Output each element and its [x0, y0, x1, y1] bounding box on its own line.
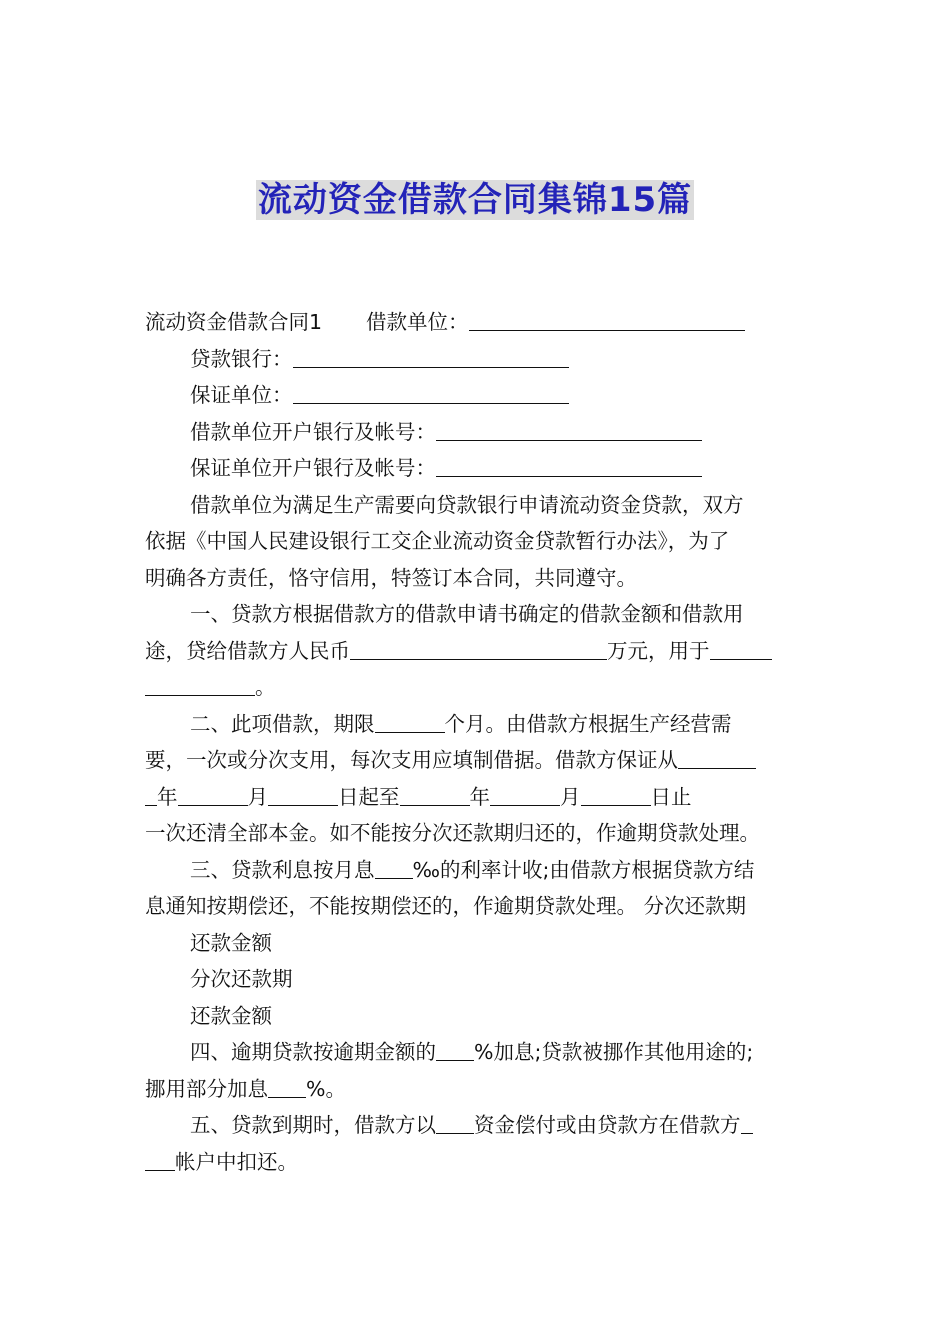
paragraph-line — [145, 560, 813, 597]
document-body — [145, 304, 813, 1180]
lender-bank-line — [145, 341, 813, 378]
borrower-account-label: 借款单位开户银行及帐号： — [190, 419, 436, 444]
account-blank — [145, 1148, 175, 1171]
repayment-period-label: 分次还款期 — [190, 967, 293, 991]
clause-1-line — [145, 596, 813, 633]
clause-text: 要，一次或分次支用，每次支用应填制借据。借款方保证从 — [145, 748, 678, 772]
guarantor-account-line — [145, 450, 813, 487]
clause-text: 日起至 — [338, 784, 400, 809]
clause-text: %加息;贷款被挪作其他用途的; — [474, 1040, 754, 1064]
contract-heading-line — [145, 304, 813, 341]
amount-blank — [350, 637, 607, 660]
date-blank — [268, 783, 338, 806]
purpose-blank-continued — [145, 673, 255, 696]
clause-text: 月 — [560, 784, 581, 809]
term-blank — [375, 710, 445, 733]
clause-2-line — [145, 779, 813, 816]
lender-bank-label: 贷款银行： — [190, 346, 293, 371]
clause-5-line — [145, 1144, 813, 1181]
paragraph-line — [145, 487, 813, 524]
lender-bank-blank — [293, 345, 569, 368]
clause-text: 挪用部分加息 — [145, 1076, 268, 1101]
paragraph-text: 明确各方责任，恪守信用，特签订本合同，共同遵守。 — [145, 565, 637, 590]
clause-text: 一次还清全部本金。如不能按分次还款期归还的，作逾期贷款处理。 — [145, 821, 760, 845]
account-blank — [741, 1111, 753, 1134]
guarantor-account-label: 保证单位开户银行及帐号： — [190, 456, 436, 480]
date-blank — [400, 783, 470, 806]
clause-text: 月 — [247, 784, 268, 809]
rate-blank — [375, 856, 413, 879]
guarantor-account-blank — [436, 454, 702, 477]
repayment-amount-label: 还款金额 — [190, 1003, 272, 1028]
borrower-account-blank — [436, 418, 702, 441]
paragraph-line — [145, 523, 813, 560]
borrower-blank — [469, 308, 745, 331]
clause-text: 一、贷款方根据借款方的借款申请书确定的借款金额和借款用 — [190, 602, 744, 626]
paragraph-text: 依据《中国人民建设银行工交企业流动资金贷款暂行办法》，为了 — [145, 529, 730, 553]
clause-text: ‰的利率计收;由借款方根据贷款方结 — [412, 857, 755, 882]
clause-text: 日止 — [650, 784, 692, 809]
clause-text: 帐户中扣还。 — [175, 1149, 298, 1174]
clause-2-line — [145, 815, 813, 852]
clause-text: 三、贷款利息按月息 — [190, 857, 375, 882]
date-blank — [178, 783, 248, 806]
guarantor-line — [145, 377, 813, 414]
date-blank — [581, 783, 651, 806]
clause-5-line — [145, 1107, 813, 1144]
clause-2-line — [145, 706, 813, 743]
clause-3-line — [145, 852, 813, 889]
date-blank — [490, 783, 560, 806]
guarantor-blank — [293, 381, 569, 404]
source-blank — [436, 1111, 474, 1134]
clause-text: 二、此项借款，期限 — [190, 711, 375, 736]
clause-text: 个月。由借款方根据生产经营需 — [444, 711, 732, 736]
clause-text: 资金偿付或由贷款方在借款方 — [474, 1113, 741, 1137]
clause-text: 五、贷款到期时，借款方以 — [190, 1113, 436, 1137]
rate-blank — [268, 1075, 306, 1098]
clause-text: %。 — [306, 1076, 346, 1101]
clause-text: 途，贷给借款方人民币 — [145, 638, 350, 663]
clause-1-line — [145, 669, 813, 706]
clause-4-line — [145, 1071, 813, 1108]
clause-3-line — [145, 888, 813, 925]
document-title — [0, 176, 950, 224]
clause-text: 。 — [255, 675, 276, 699]
contract-heading: 流动资金借款合同1 — [145, 310, 323, 334]
clause-text: 万元，用于 — [607, 638, 710, 663]
clause-text: 四、逾期贷款按逾期金额的 — [190, 1040, 436, 1064]
purpose-blank — [710, 637, 772, 660]
date-blank — [145, 783, 157, 806]
clause-1-line — [145, 633, 813, 670]
date-blank — [678, 746, 756, 769]
clause-text: 息通知按期偿还，不能按期偿还的，作逾期贷款处理。 分次还款期 — [145, 894, 747, 918]
repayment-period-line — [145, 961, 813, 998]
repayment-amount-label: 还款金额 — [190, 930, 272, 955]
document-title-text: 流动资金借款合同集锦15篇 — [257, 180, 693, 220]
repayment-period-line — [145, 925, 813, 962]
paragraph-text: 借款单位为满足生产需要向贷款银行申请流动资金贷款，双方 — [190, 492, 744, 517]
clause-2-line — [145, 742, 813, 779]
borrower-label: 借款单位： — [366, 310, 469, 334]
repayment-period-line — [145, 998, 813, 1035]
clause-text: 年 — [469, 784, 490, 809]
guarantor-label: 保证单位： — [190, 383, 293, 407]
clause-4-line — [145, 1034, 813, 1071]
clause-text: 年 — [157, 784, 178, 809]
rate-blank — [436, 1038, 474, 1061]
borrower-account-line — [145, 414, 813, 451]
